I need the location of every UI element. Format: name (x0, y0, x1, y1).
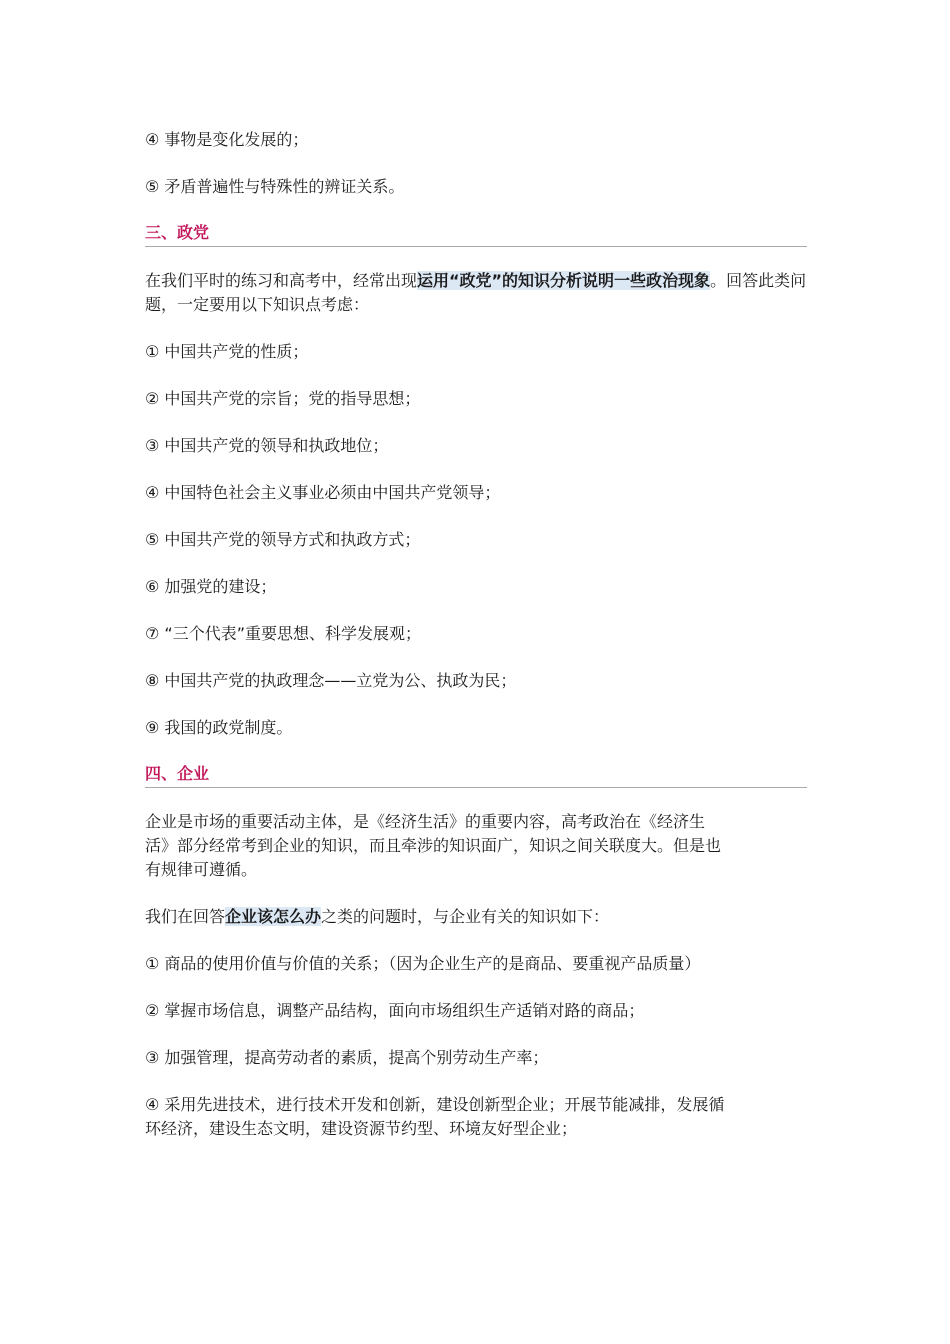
document-page (145, 118, 807, 1141)
list-item: ③ 加强管理，提高劳动者的素质，提高个别劳动生产率； (145, 1048, 549, 1067)
list-item: ③ 中国共产党的领导和执政地位； (145, 436, 389, 455)
list-item: ② 中国共产党的宗旨；党的指导思想； (145, 389, 421, 408)
list-item: ① 中国共产党的性质； (145, 342, 309, 361)
list-item: ⑤ 矛盾普遍性与特殊性的辨证关系。 (145, 177, 405, 196)
list-item: ④ 中国特色社会主义事业必须由中国共产党领导； (145, 483, 501, 502)
list-item: ② 掌握市场信息，调整产品结构，面向市场组织生产适销对路的商品； (145, 1001, 645, 1020)
list-item: ⑧ 中国共产党的执政理念——立党为公、执政为民； (145, 671, 517, 690)
section-heading-enterprise: 四、企业 (145, 762, 807, 788)
highlighted-phrase: 运用“政党”的知识分析说明一些政治现象 (417, 271, 711, 290)
list-item (145, 1093, 807, 1141)
lead-text: 之类的问题时，与企业有关的知识如下： (321, 907, 610, 926)
intro-paragraph-party (145, 269, 807, 317)
paragraph-line: 活》部分经常考到企业的知识，而且牵涉的知识面广，知识之间关联度大。但是也 (145, 836, 722, 855)
intro-text: 。回答此类问题，一定要用以下知识点考虑： (145, 271, 807, 314)
list-item: ① 商品的使用价值与价值的关系；（因为企业生产的是商品、要重视产品质量） (145, 954, 701, 973)
list-item: ⑥ 加强党的建设； (145, 577, 277, 596)
highlighted-phrase: 企业该怎么办 (225, 907, 322, 926)
lead-text: 我们在回答 (145, 907, 226, 926)
list-item: ⑤ 中国共产党的领导方式和执政方式； (145, 530, 421, 549)
list-item: ⑨ 我国的政党制度。 (145, 718, 293, 737)
paragraph-line: 有规律可遵循。 (145, 860, 258, 879)
paragraph-line: 企业是市场的重要活动主体，是《经济生活》的重要内容，高考政治在《经济生 (145, 812, 706, 831)
list-item-line: ④ 采用先进技术，进行技术开发和创新，建设创新型企业；开展节能减排，发展循 (145, 1095, 725, 1114)
list-item: ④ 事物是变化发展的； (145, 130, 309, 149)
list-item-line: 环经济，建设生态文明，建设资源节约型、环境友好型企业； (145, 1119, 578, 1138)
section-heading-party: 三、政党 (145, 221, 807, 247)
lead-paragraph (145, 905, 807, 929)
list-item: ⑦ “三个代表”重要思想、科学发展观； (145, 624, 422, 643)
intro-paragraph-enterprise (145, 810, 807, 882)
intro-text: 在我们平时的练习和高考中，经常出现 (145, 271, 418, 290)
